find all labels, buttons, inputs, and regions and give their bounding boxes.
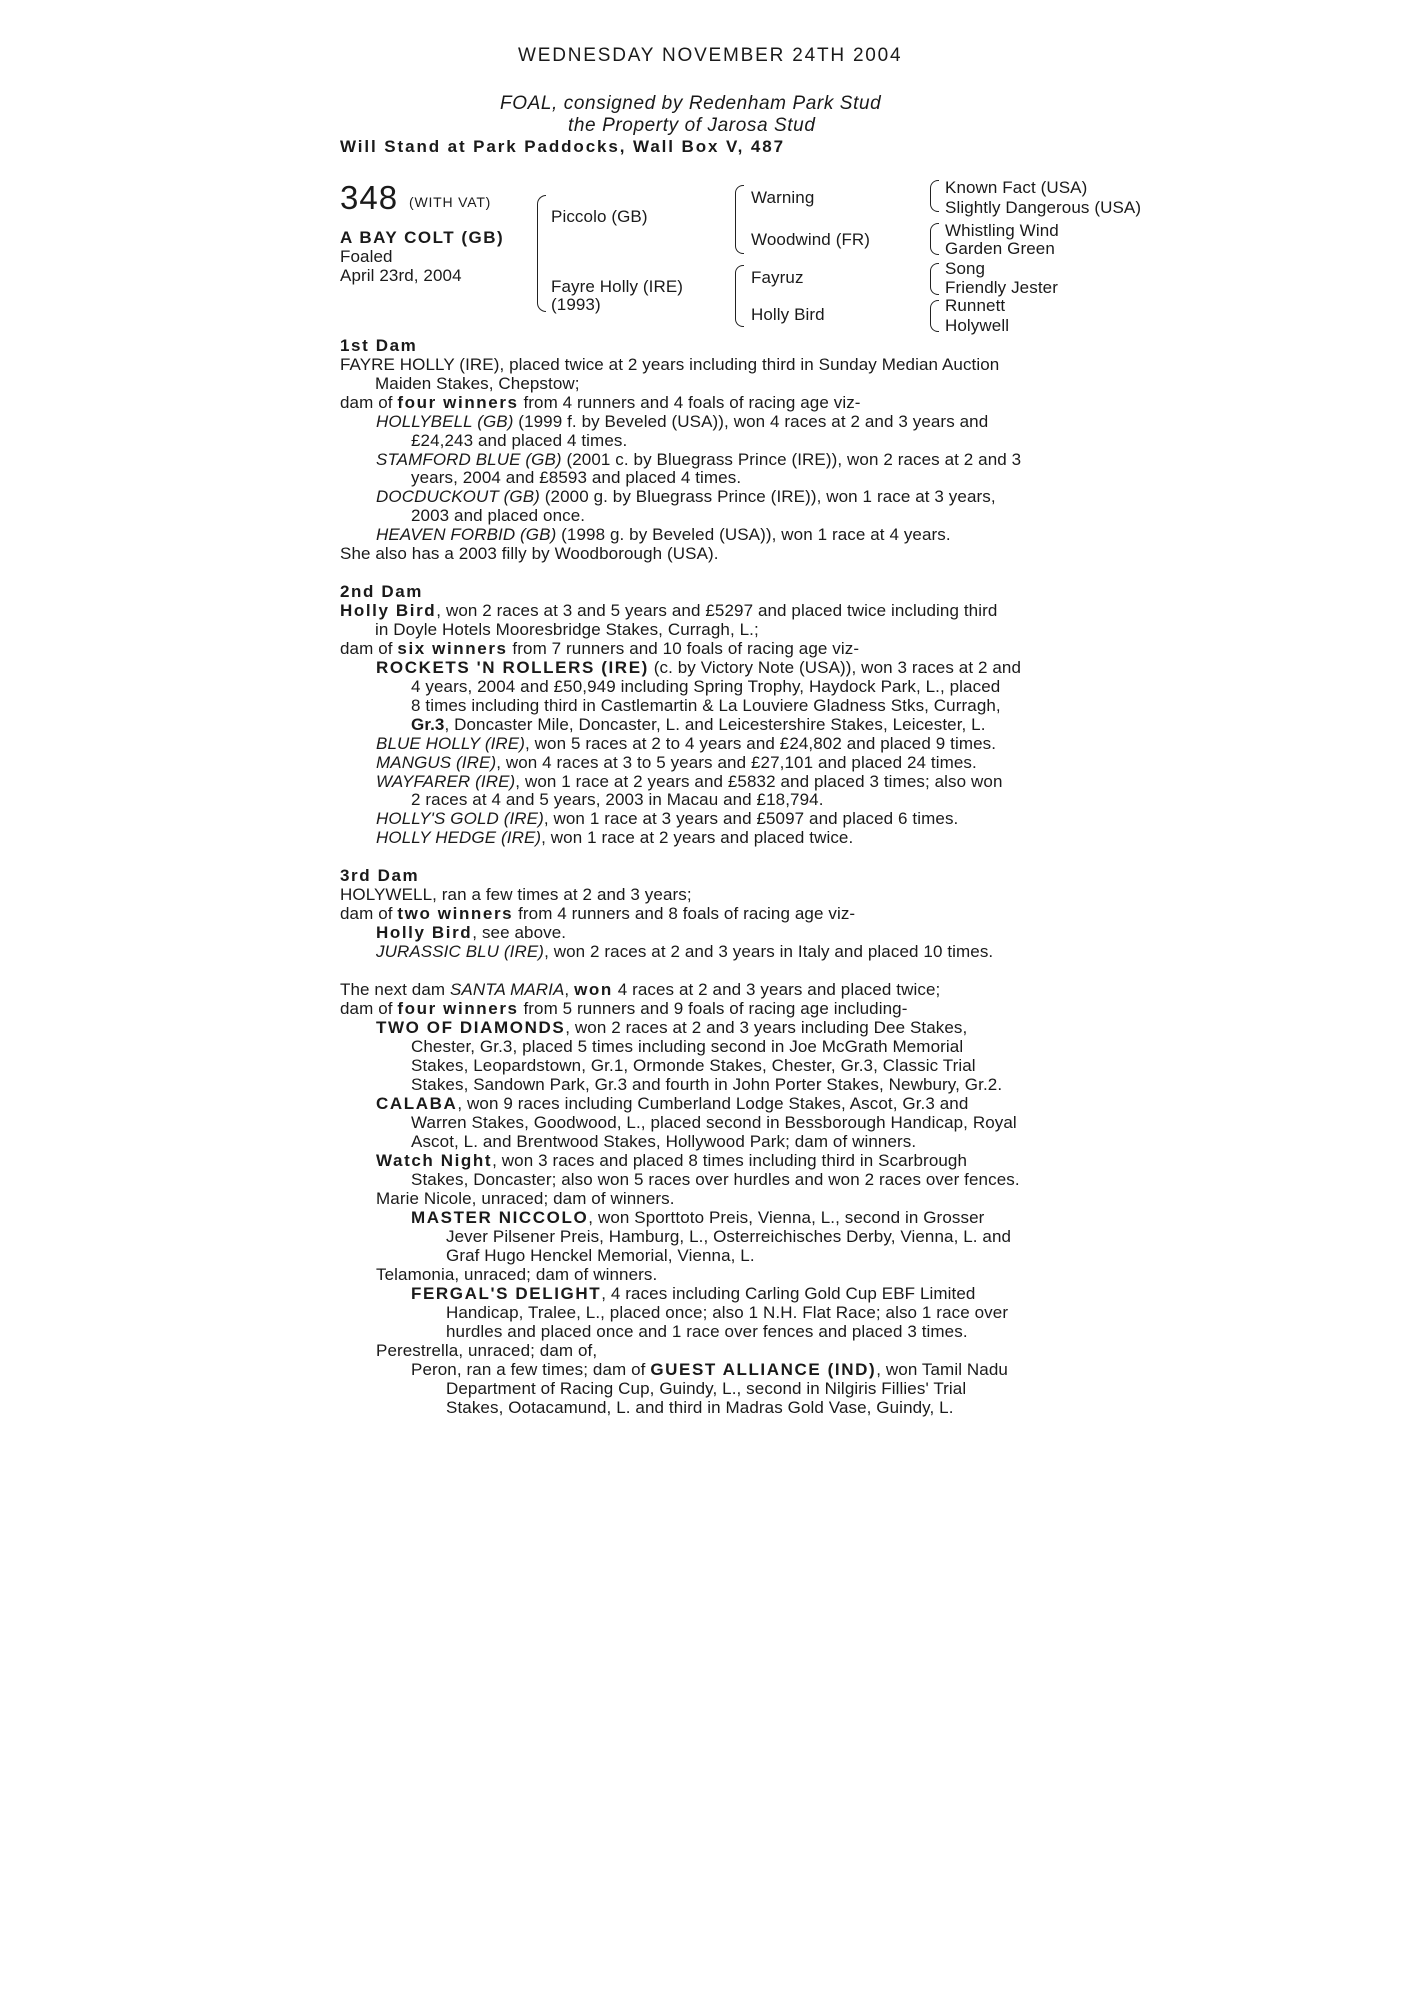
first-dam-line: Maiden Stakes, Chepstow; bbox=[375, 374, 580, 393]
lot-number: 348 bbox=[340, 179, 399, 216]
property-line: the Property of Jarosa Stud bbox=[568, 115, 816, 136]
first-dam-line: STAMFORD BLUE (GB) (2001 c. by Bluegrass Prince (IRE)), won 2 races at 2 and 3 bbox=[376, 450, 1022, 469]
second-dam-line: 8 times including third in Castlemartin & La Louviere Gladness Stks, Curragh, bbox=[411, 696, 1001, 715]
pedigree-brace-main bbox=[537, 195, 546, 312]
next-dam-line: TWO OF DIAMONDS, won 2 races at 2 and 3 years including Dee Stakes, bbox=[376, 1018, 968, 1037]
pedigree-grandsire-2: Woodwind (FR) bbox=[751, 230, 871, 249]
pedigree-brace-sire bbox=[735, 185, 744, 254]
first-dam-line: FAYRE HOLLY (IRE), placed twice at 2 years including third in Sunday Median Auction bbox=[340, 355, 1000, 374]
first-dam-line: dam of four winners from 4 runners and 4 foals of racing age viz- bbox=[340, 393, 861, 412]
next-dam-line: Marie Nicole, unraced; dam of winners. bbox=[376, 1189, 675, 1208]
next-dam-line: Chester, Gr.3, placed 5 times including second in Joe McGrath Memorial bbox=[411, 1037, 964, 1056]
next-dam-line: MASTER NICCOLO, won Sporttoto Preis, Vienna, L., second in Grosser bbox=[411, 1208, 985, 1227]
first-dam-line: £24,243 and placed 4 times. bbox=[411, 431, 628, 450]
first-dam-line: HOLLYBELL (GB) (1999 f. by Beveled (USA)), won 4 races at 2 and 3 years and bbox=[376, 412, 989, 431]
third-dam-line: Holly Bird, see above. bbox=[376, 923, 567, 942]
next-dam-line: dam of four winners from 5 runners and 9 foals of racing age including- bbox=[340, 999, 908, 1018]
next-dam-line: Stakes, Leopardstown, Gr.1, Ormonde Stakes, Chester, Gr.3, Classic Trial bbox=[411, 1056, 976, 1075]
third-dam-heading: 3rd Dam bbox=[340, 866, 420, 885]
next-dam-line: Department of Racing Cup, Guindy, L., second in Nilgiris Fillies' Trial bbox=[446, 1379, 967, 1398]
first-dam-line: DOCDUCKOUT (GB) (2000 g. by Bluegrass Prince (IRE)), won 1 race at 3 years, bbox=[376, 487, 996, 506]
pedigree-ggs-1: Known Fact (USA) bbox=[945, 178, 1088, 197]
next-dam-line: Telamonia, unraced; dam of winners. bbox=[376, 1265, 658, 1284]
pedigree-brace-hollybird bbox=[930, 300, 939, 332]
vat-label: (WITH VAT) bbox=[409, 194, 492, 210]
foaled-date: April 23rd, 2004 bbox=[340, 266, 462, 285]
next-dam-line: Handicap, Tralee, L., placed once; also 1 N.H. Flat Race; also 1 race over bbox=[446, 1303, 1009, 1322]
box-location: Will Stand at Park Paddocks, Wall Box V, 487 bbox=[340, 137, 785, 156]
next-dam-line: Stakes, Doncaster; also won 5 races over hurdles and won 2 races over fences. bbox=[411, 1170, 1020, 1189]
pedigree-brace-fayruz bbox=[930, 263, 939, 295]
pedigree-ggs-5: Song bbox=[945, 259, 986, 278]
second-dam-line: 4 years, 2004 and £50,949 including Spring Trophy, Haydock Park, L., placed bbox=[411, 677, 1001, 696]
pedigree-grandsire-3: Fayruz bbox=[751, 268, 804, 287]
pedigree-ggs-7: Runnett bbox=[945, 296, 1006, 315]
next-dam-line: Ascot, L. and Brentwood Stakes, Hollywood Park; dam of winners. bbox=[411, 1132, 917, 1151]
lot-description: A BAY COLT (GB) bbox=[340, 228, 505, 247]
second-dam-line: HOLLY'S GOLD (IRE), won 1 race at 3 years and £5097 and placed 6 times. bbox=[376, 809, 959, 828]
next-dam-line: Stakes, Sandown Park, Gr.3 and fourth in John Porter Stakes, Newbury, Gr.2. bbox=[411, 1075, 1003, 1094]
second-dam-line: MANGUS (IRE), won 4 races at 3 to 5 years and £27,101 and placed 24 times. bbox=[376, 753, 977, 772]
pedigree-ggs-4: Garden Green bbox=[945, 239, 1055, 258]
first-dam-line: years, 2004 and £8593 and placed 4 times. bbox=[411, 468, 742, 487]
pedigree-ggs-2: Slightly Dangerous (USA) bbox=[945, 198, 1142, 217]
first-dam-line: 2003 and placed once. bbox=[411, 506, 586, 525]
next-dam-line: FERGAL'S DELIGHT, 4 races including Carling Gold Cup EBF Limited bbox=[411, 1284, 976, 1303]
first-dam-line: HEAVEN FORBID (GB) (1998 g. by Beveled (USA)), won 1 race at 4 years. bbox=[376, 525, 951, 544]
pedigree-brace-woodwind bbox=[930, 223, 939, 255]
second-dam-heading: 2nd Dam bbox=[340, 582, 423, 601]
next-dam-line: Perestrella, unraced; dam of, bbox=[376, 1341, 598, 1360]
foaled-label: Foaled bbox=[340, 247, 393, 266]
next-dam-line: Peron, ran a few times; dam of GUEST ALLIANCE (IND), won Tamil Nadu bbox=[411, 1360, 1008, 1379]
second-dam-line: 2 races at 4 and 5 years, 2003 in Macau and £18,794. bbox=[411, 790, 824, 809]
second-dam-line: ROCKETS 'N ROLLERS (IRE) (c. by Victory Note (USA)), won 3 races at 2 and bbox=[376, 658, 1022, 677]
next-dam-line: Stakes, Ootacamund, L. and third in Madras Gold Vase, Guindy, L. bbox=[446, 1398, 954, 1417]
consignor-line: FOAL, consigned by Redenham Park Stud bbox=[500, 93, 882, 114]
third-dam-line: dam of two winners from 4 runners and 8 foals of racing age viz- bbox=[340, 904, 856, 923]
first-dam-line: She also has a 2003 filly by Woodborough (USA). bbox=[340, 544, 719, 563]
third-dam-line: JURASSIC BLU (IRE), won 2 races at 2 and 3 years in Italy and placed 10 times. bbox=[376, 942, 994, 961]
pedigree-brace-dam bbox=[735, 265, 744, 327]
next-dam-line: CALABA, won 9 races including Cumberland Lodge Stakes, Ascot, Gr.3 and bbox=[376, 1094, 969, 1113]
pedigree-ggs-8: Holywell bbox=[945, 316, 1010, 335]
second-dam-line: Holly Bird, won 2 races at 3 and 5 years and £5297 and placed twice including third bbox=[340, 601, 998, 620]
pedigree-grandsire-1: Warning bbox=[751, 188, 815, 207]
pedigree-sire: Piccolo (GB) bbox=[551, 207, 648, 226]
second-dam-line: in Doyle Hotels Mooresbridge Stakes, Curragh, L.; bbox=[375, 620, 759, 639]
second-dam-line: WAYFARER (IRE), won 1 race at 2 years and £5832 and placed 3 times; also won bbox=[376, 772, 1003, 791]
next-dam-line: Graf Hugo Henckel Memorial, Vienna, L. bbox=[446, 1246, 755, 1265]
next-dam-line: The next dam SANTA MARIA, won 4 races at 2 and 3 years and placed twice; bbox=[340, 980, 941, 999]
sale-date: WEDNESDAY NOVEMBER 24TH 2004 bbox=[518, 45, 903, 66]
first-dam-heading: 1st Dam bbox=[340, 336, 418, 355]
second-dam-line: dam of six winners from 7 runners and 10 foals of racing age viz- bbox=[340, 639, 860, 658]
next-dam-line: Jever Pilsener Preis, Hamburg, L., Osterreichisches Derby, Vienna, L. and bbox=[446, 1227, 1012, 1246]
second-dam-line: HOLLY HEDGE (IRE), won 1 race at 2 years and placed twice. bbox=[376, 828, 854, 847]
second-dam-line: BLUE HOLLY (IRE), won 5 races at 2 to 4 years and £24,802 and placed 9 times. bbox=[376, 734, 997, 753]
pedigree-dam-year: (1993) bbox=[551, 295, 601, 314]
pedigree-brace-warning bbox=[930, 180, 939, 212]
pedigree-ggs-3: Whistling Wind bbox=[945, 221, 1059, 240]
pedigree-dam: Fayre Holly (IRE) bbox=[551, 277, 684, 296]
second-dam-line: Gr.3, Doncaster Mile, Doncaster, L. and Leicestershire Stakes, Leicester, L. bbox=[411, 715, 986, 734]
next-dam-line: Warren Stakes, Goodwood, L., placed second in Bessborough Handicap, Royal bbox=[411, 1113, 1017, 1132]
pedigree-ggs-6: Friendly Jester bbox=[945, 278, 1058, 297]
third-dam-line: HOLYWELL, ran a few times at 2 and 3 years; bbox=[340, 885, 692, 904]
next-dam-line: hurdles and placed once and 1 race over fences and placed 3 times. bbox=[446, 1322, 968, 1341]
next-dam-line: Watch Night, won 3 races and placed 8 times including third in Scarbrough bbox=[376, 1151, 968, 1170]
pedigree-grandsire-4: Holly Bird bbox=[751, 305, 825, 324]
